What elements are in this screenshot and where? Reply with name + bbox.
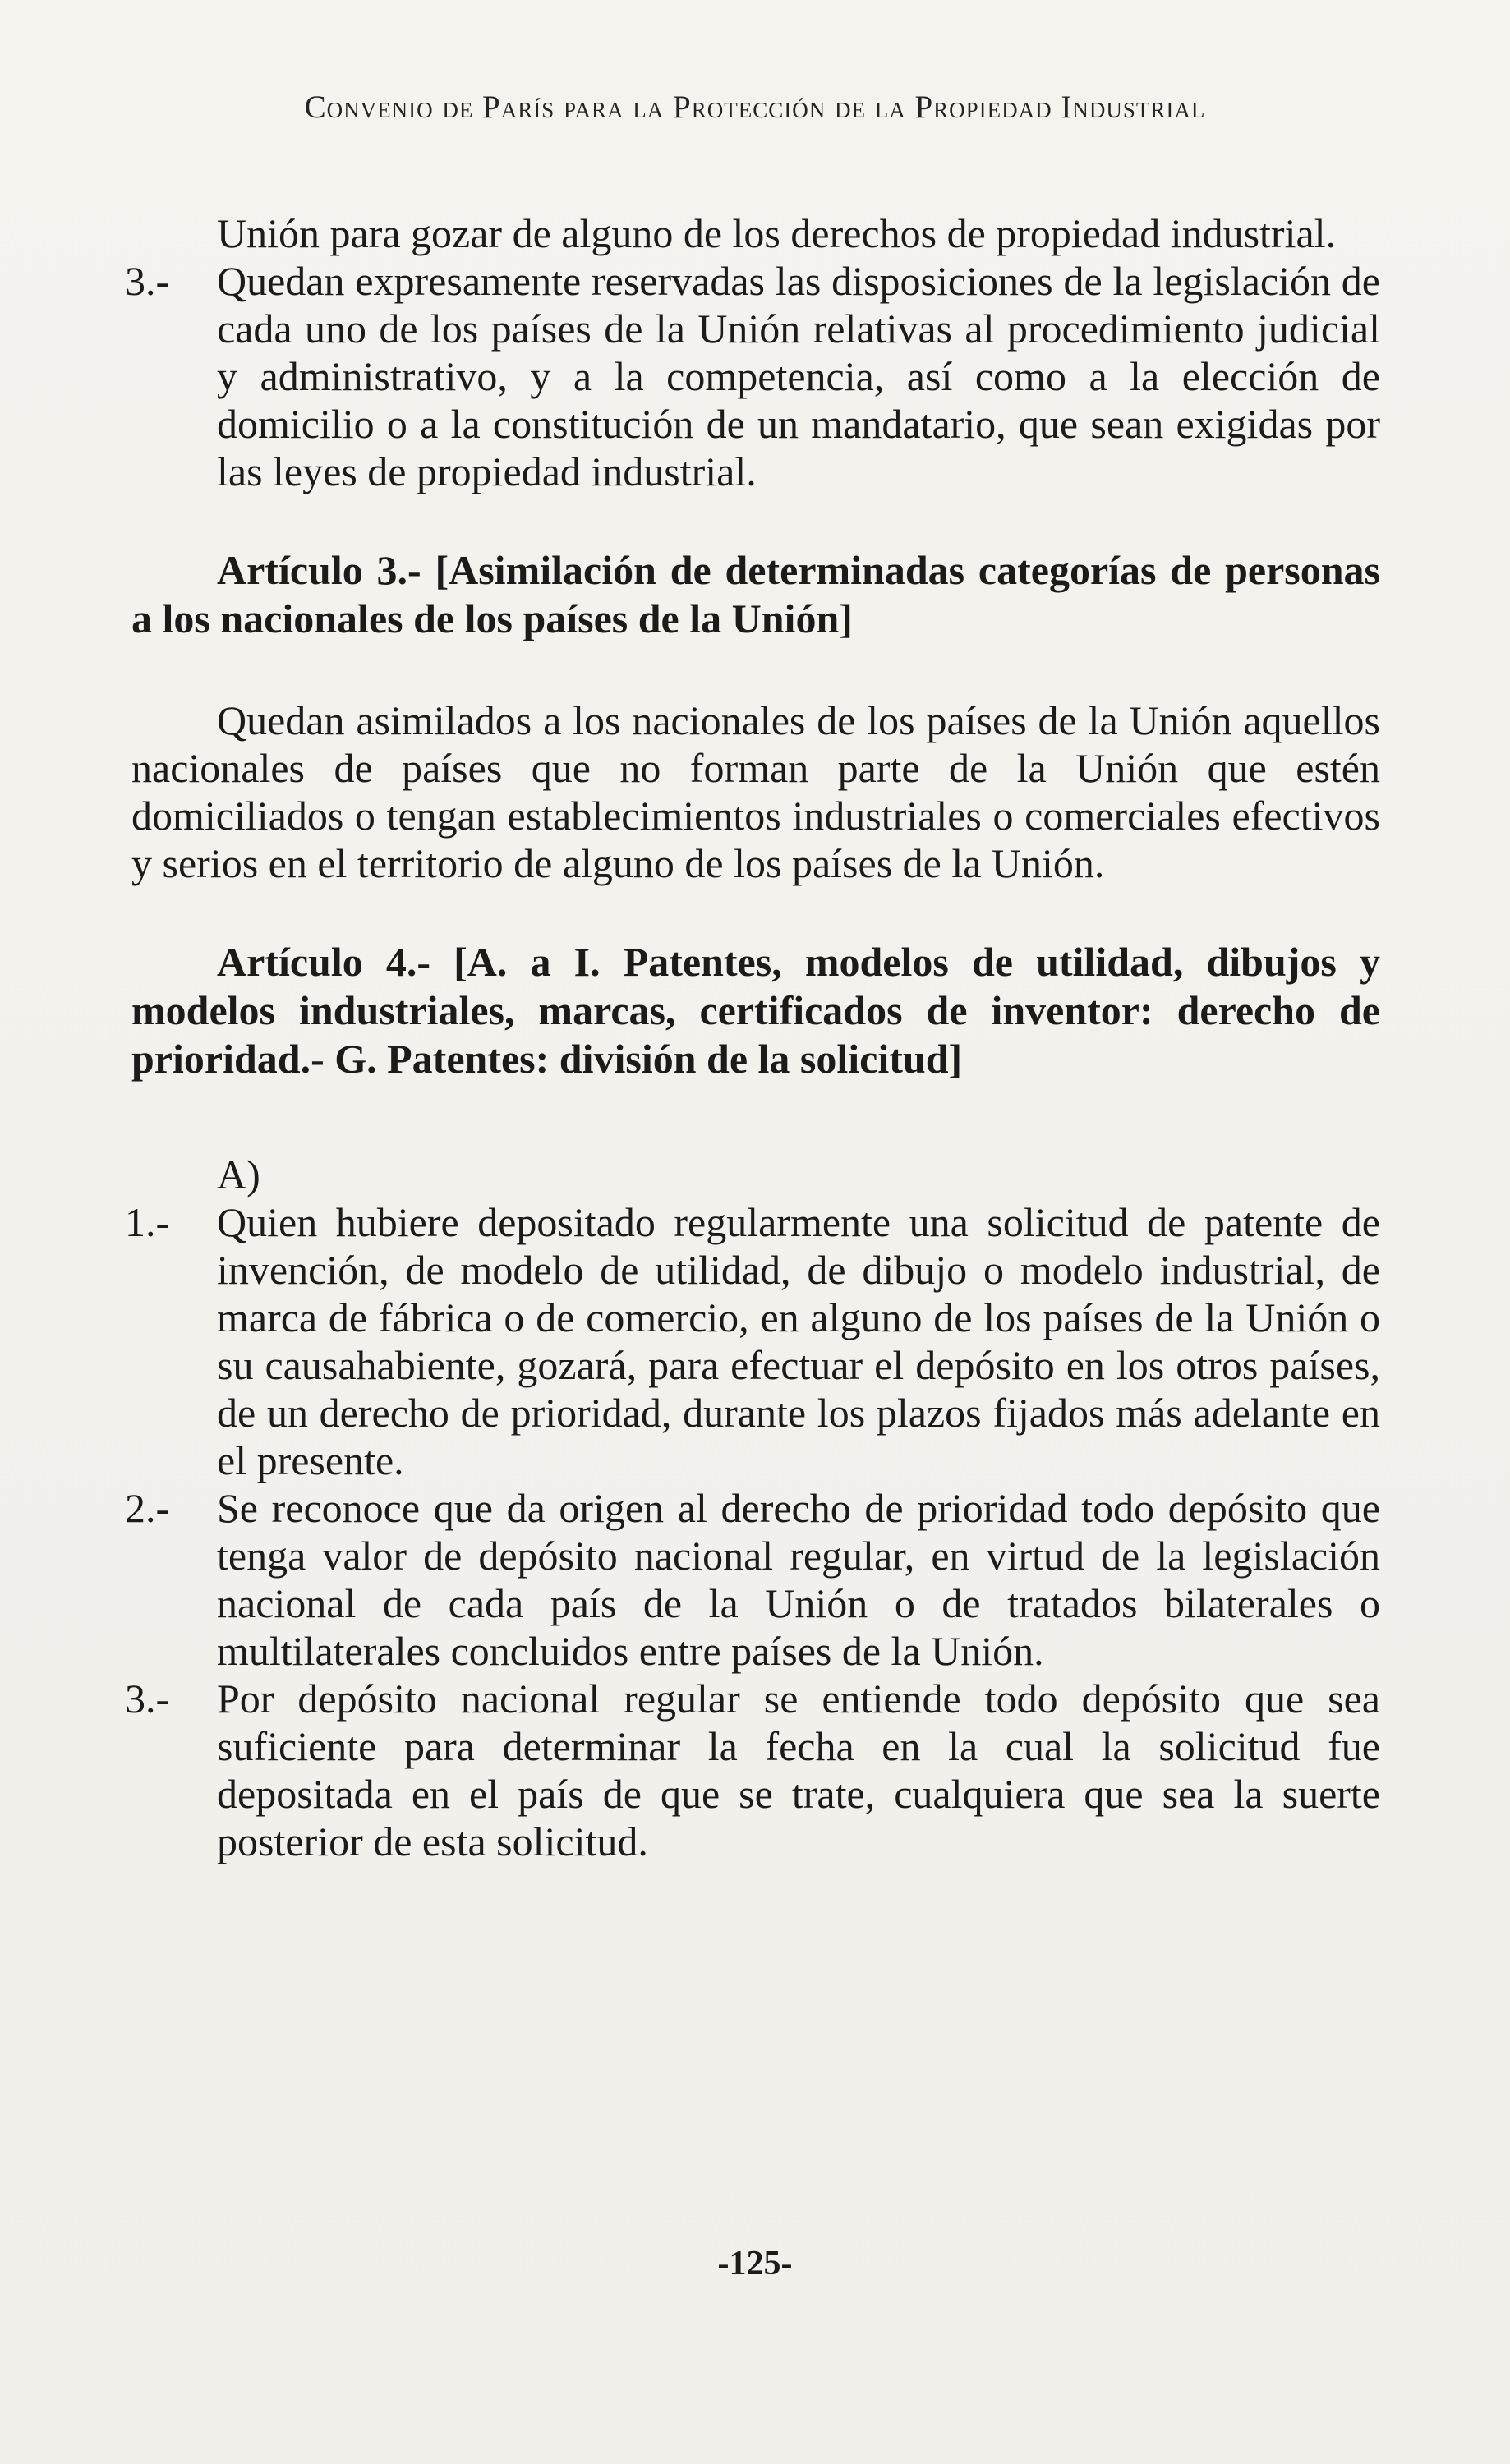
section-letter: A) bbox=[217, 1152, 260, 1198]
continued-paragraph: Unión para gozar de alguno de los derechos de propiedad industrial. bbox=[217, 210, 1337, 256]
page-number: -125- bbox=[717, 2245, 793, 2282]
article-3-body: Quedan asimilados a los nacionales de los países de la Unión aquellos nacionales de países que no forman parte de la Unión que estén domiciliados o tengan establecimientos industriales o comerciales efectivos y serios en el territorio de alguno de los países de la Unión. bbox=[131, 697, 1380, 886]
article-3-heading: Artículo 3.- [Asimilación de determinadas categorías de personas a los nacionales de los países de la Unión] bbox=[131, 547, 1380, 641]
running-head: Convenio de París para la Protección de la Propiedad Industrial bbox=[304, 90, 1206, 125]
list-item bbox=[125, 257, 1380, 495]
list-item bbox=[125, 1484, 1380, 1675]
list-item bbox=[125, 1198, 1380, 1484]
list-item bbox=[125, 1675, 1380, 1865]
page-body bbox=[125, 209, 1380, 1865]
item-number: 3.- bbox=[125, 1676, 170, 1722]
item-text: Se reconoce que da origen al derecho de prioridad todo depósito que tenga valor de depósito nacional regular, en virtud de la legislación nacional de cada país de la Unión o de tratados bilaterales o multilaterales concluidos entre países de la Unión. bbox=[217, 1485, 1380, 1674]
item-text: Quien hubiere depositado regularmente una solicitud de patente de invención, de modelo de utilidad, de dibujo o modelo industrial, de marca de fábrica o de comercio, en alguno de los países de la Unión o su causahabiente, gozará, para efectuar el depósito en los otros países, de un derecho de prioridad, durante los plazos fijados más adelante en el presente. bbox=[217, 1199, 1380, 1483]
item-number: 2.- bbox=[125, 1485, 170, 1531]
item-number: 3.- bbox=[125, 258, 170, 304]
article-4-heading: Artículo 4.- [A. a I. Patentes, modelos de utilidad, dibujos y modelos industriales, marcas, certificados de inventor: derecho de prioridad.- G. Patentes: división de la solicitud] bbox=[131, 939, 1380, 1082]
item-number: 1.- bbox=[125, 1199, 170, 1245]
item-text: Quedan expresamente reservadas las disposiciones de la legislación de cada uno de los países de la Unión relativas al procedimiento judicial y administrativo, y a la competencia, así como a la elección de domicilio o a la constitución de un mandatario, que sean exigidas por las leyes de propiedad industrial. bbox=[217, 258, 1380, 494]
item-text: Por depósito nacional regular se entiende todo depósito que sea suficiente para determinar la fecha en la cual la solicitud fue depositada en el país de que se trate, cualquiera que sea la suerte posterior de esta solicitud. bbox=[217, 1676, 1380, 1864]
